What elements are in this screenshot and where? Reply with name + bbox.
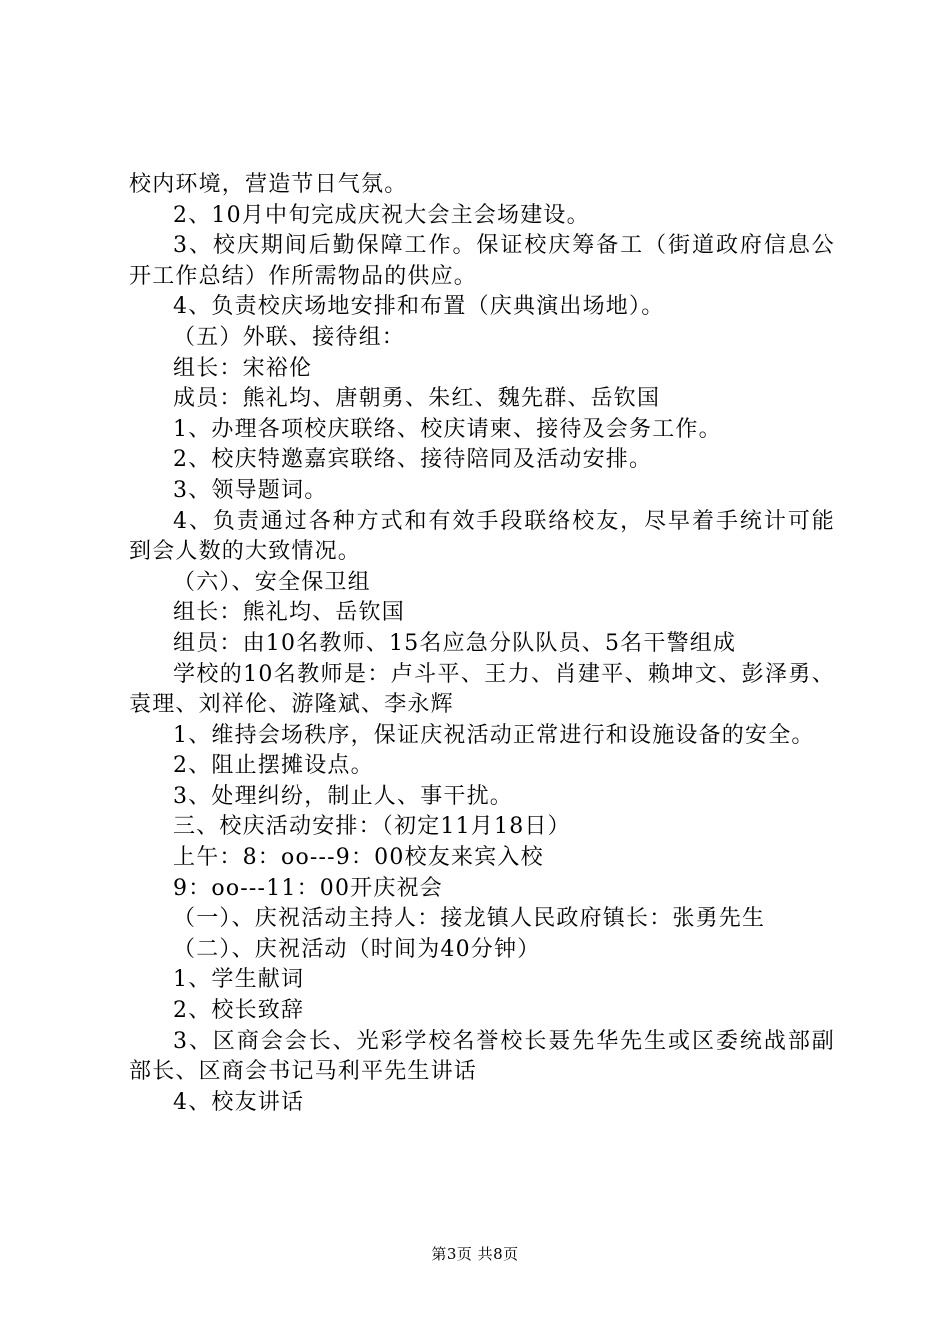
paragraph-13: 组员：由10名教师、15名应急分队队员、5名干警组成 [173, 630, 737, 656]
paragraph-16: 2、阻止摆摊设点。 [173, 753, 374, 779]
paragraph-22: （二）、庆祝活动（时间为40分钟） [173, 936, 541, 962]
page-number-footer: 第3页 共8页 [431, 1245, 519, 1263]
paragraph-12: 组长：熊礼均、岳钦国 [173, 600, 406, 626]
paragraph-25: 3、区商会会长、光彩学校名誉校长聂先华先生或区委统战部副部长、区商会书记马利平先生讲话 [129, 1028, 835, 1085]
paragraph-9: 3、领导题词。 [173, 477, 328, 503]
paragraph-0: 校内环境，营造节日气氛。 [129, 172, 408, 197]
paragraph-21: （一）、庆祝活动主持人：接龙镇人民政府镇长：张勇先生 [173, 906, 766, 932]
paragraph-23: 1、学生献词 [173, 967, 305, 993]
paragraph-24: 2、校长致辞 [173, 998, 305, 1024]
paragraph-3: 4、负责校庆场地安排和布置（庆典演出场地）。 [173, 294, 665, 320]
paragraph-4: （五）外联、接待组： [173, 324, 406, 350]
document-body [129, 170, 835, 1118]
paragraph-14: 学校的10名教师是：卢斗平、王力、肖建平、赖坤文、彭泽勇、袁理、刘祥伦、游隆斌、李永辉 [129, 661, 835, 718]
paragraph-10: 4、负责通过各种方式和有效手段联络校友，尽早着手统计可能到会人数的大致情况。 [129, 508, 835, 565]
paragraph-26: 4、校友讲话 [173, 1089, 305, 1115]
paragraph-17: 3、处理纠纷，制止人、事干扰。 [173, 783, 513, 809]
paragraph-15: 1、维持会场秩序，保证庆祝活动正常进行和设施设备的安全。 [173, 722, 815, 748]
paragraph-19: 上午：8：oo---9：00校友来宾入校 [173, 845, 544, 871]
paragraph-8: 2、校庆特邀嘉宾联络、接待陪同及活动安排。 [173, 447, 653, 473]
paragraph-2: 3、校庆期间后勤保障工作。保证校庆筹备工（街道政府信息公开工作总结）作所需物品的供应。 [129, 233, 835, 289]
paragraph-18: 三、校庆活动安排：（初定11月18日） [173, 814, 571, 840]
paragraph-6: 成员：熊礼均、唐朝勇、朱红、魏先群、岳钦国 [173, 386, 661, 412]
paragraph-20: 9：oo---11：00开庆祝会 [173, 875, 443, 901]
paragraph-11: （六）、安全保卫组 [173, 569, 371, 595]
paragraph-5: 组长：宋裕伦 [173, 355, 313, 381]
paragraph-7: 1、办理各项校庆联络、校庆请柬、接待及会务工作。 [173, 416, 722, 442]
paragraph-1: 2、10月中旬完成庆祝大会主会场建设。 [173, 202, 590, 228]
